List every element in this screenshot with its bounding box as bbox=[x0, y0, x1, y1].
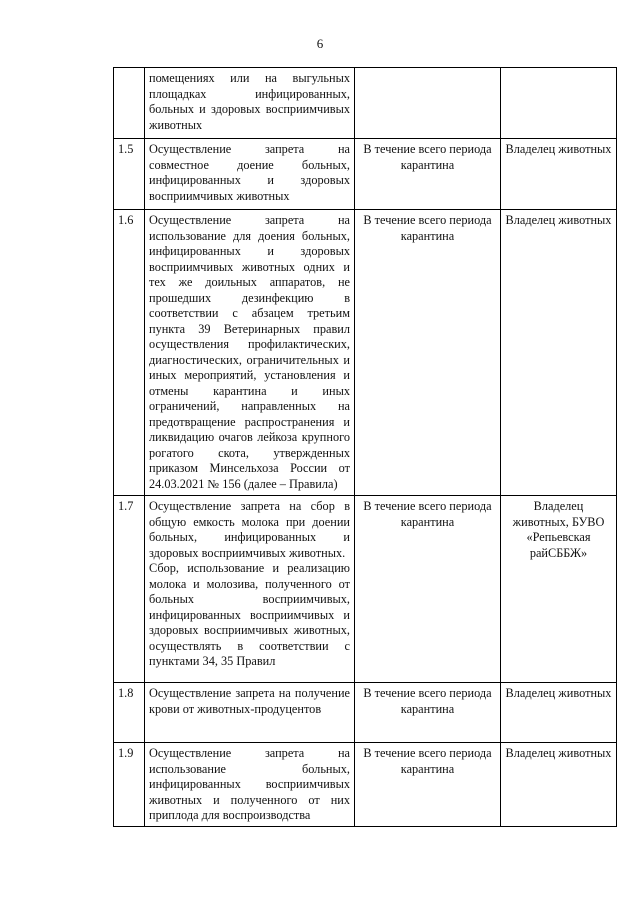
row-term: В течение всего периода карантина bbox=[355, 139, 501, 210]
row-number: 1.7 bbox=[114, 496, 145, 683]
row-action bbox=[145, 743, 355, 827]
table-row bbox=[114, 496, 617, 683]
action-paragraph: Осуществление запрета на получение крови от животных-продуцентов bbox=[149, 686, 350, 716]
measures-table bbox=[113, 67, 617, 827]
row-number: 1.5 bbox=[114, 139, 145, 210]
row-number bbox=[114, 68, 145, 139]
row-responsible bbox=[501, 68, 617, 139]
row-term bbox=[355, 68, 501, 139]
row-number: 1.6 bbox=[114, 210, 145, 496]
row-term: В течение всего периода карантина bbox=[355, 210, 501, 496]
row-number: 1.9 bbox=[114, 743, 145, 827]
action-paragraph: помещениях или на выгульных площадках инфицированных, больных и здоровых восприимчивых животных bbox=[149, 71, 350, 132]
row-term: В течение всего периода карантина bbox=[355, 683, 501, 743]
table-row bbox=[114, 683, 617, 743]
row-action bbox=[145, 683, 355, 743]
row-term: В течение всего периода карантина bbox=[355, 743, 501, 827]
row-action bbox=[145, 496, 355, 683]
row-action bbox=[145, 68, 355, 139]
action-paragraph: Сбор, использование и реализацию молока и молозива, полученного от больных восприимчивых, инфицированных восприимчивых и здоровых восприимчивых животных, осуществлять в соответствии с пунктами 34, 35 Правил bbox=[149, 561, 350, 668]
row-action bbox=[145, 210, 355, 496]
row-action bbox=[145, 139, 355, 210]
row-responsible: Владелец животных bbox=[501, 210, 617, 496]
action-paragraph: Осуществление запрета на использование больных, инфицированных восприимчивых животных и полученного от них приплода для воспроизводства bbox=[149, 746, 350, 822]
action-paragraph: Осуществление запрета на сбор в общую емкость молока при доении больных, инфицированных и здоровых восприимчивых животных. bbox=[149, 499, 350, 560]
row-term: В течение всего периода карантина bbox=[355, 496, 501, 683]
row-responsible: Владелец животных bbox=[501, 683, 617, 743]
row-responsible: Владелец животных, БУВО «Репьевская райСББЖ» bbox=[501, 496, 617, 683]
row-responsible: Владелец животных bbox=[501, 139, 617, 210]
action-paragraph: Осуществление запрета на использование для доения больных, инфицированных и здоровых восприимчивых животных одних и тех же доильных аппаратов, не прошедших дезинфекцию в соответствии с абзацем третьим пункта 39 Ветеринарных правил осуществления профилактических, диагностических, ограничительных и иных мероприятий, установления и отмены карантина и иных ограничений, направленных на предотвращение распространения и ликвидацию очагов лейкоза крупного рогатого скота, утвержденных приказом Минсельхоза России от 24.03.2021 № 156 (далее – Правила) bbox=[149, 213, 350, 491]
action-paragraph: Осуществление запрета на совместное доение больных, инфицированных и здоровых восприимчивых животных bbox=[149, 142, 350, 203]
row-responsible: Владелец животных bbox=[501, 743, 617, 827]
row-number: 1.8 bbox=[114, 683, 145, 743]
table-row bbox=[114, 210, 617, 496]
table-row bbox=[114, 68, 617, 139]
table-row bbox=[114, 743, 617, 827]
table-row bbox=[114, 139, 617, 210]
page-number: 6 bbox=[316, 36, 324, 51]
